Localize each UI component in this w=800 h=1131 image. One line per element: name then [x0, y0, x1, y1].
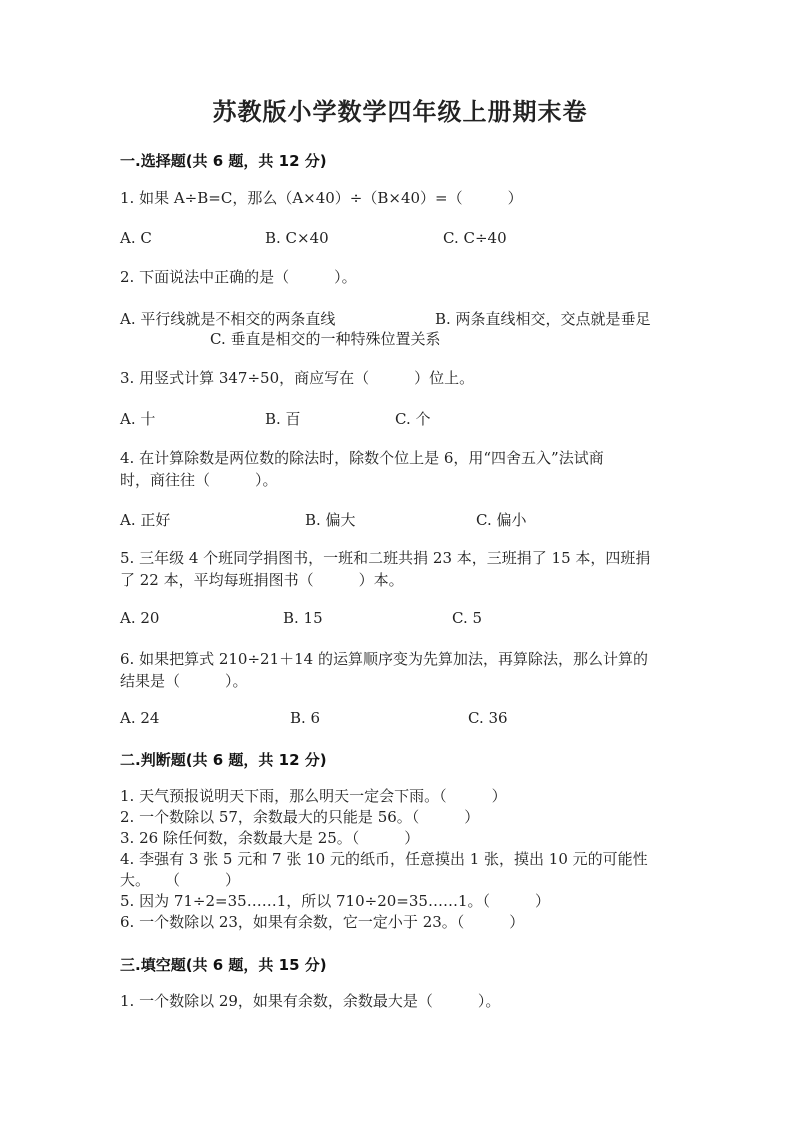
judge-item: 6. 一个数除以 23，如果有余数，它一定小于 23。（ ） — [120, 913, 525, 931]
option-b: B. 两条直线相交，交点就是垂足 — [435, 310, 651, 328]
question-stem: 3. 用竖式计算 347÷50，商应写在（ ）位上。 — [120, 369, 475, 387]
option-b: B. 15 — [283, 609, 323, 627]
option-a: A. 正好 — [120, 511, 171, 529]
option-c: C. 垂直是相交的一种特殊位置关系 — [210, 330, 441, 348]
option-c: C. 偏小 — [476, 511, 527, 529]
option-c: C. 5 — [452, 609, 483, 627]
judge-item: 1. 天气预报说明天下雨，那么明天一定会下雨。（ ） — [120, 787, 507, 805]
section-heading-choice: 一.选择题(共 6 题，共 12 分) — [120, 152, 327, 170]
judge-item-cont: 大。 （ ） — [120, 871, 241, 889]
option-a: A. 十 — [120, 410, 156, 428]
option-b: B. C×40 — [265, 229, 329, 247]
judge-item: 2. 一个数除以 57，余数最大的只能是 56。（ ） — [120, 808, 480, 826]
page-title: 苏教版小学数学四年级上册期末卷 — [212, 97, 588, 126]
option-a: A. 平行线就是不相交的两条直线 — [120, 310, 336, 328]
option-b: B. 6 — [290, 709, 321, 727]
question-stem-cont: 时，商往往（ ）。 — [120, 471, 278, 489]
section-heading-judge: 二.判断题(共 6 题，共 12 分) — [120, 751, 327, 769]
section-heading-fill: 三.填空题(共 6 题，共 15 分) — [120, 956, 327, 974]
fill-item: 1. 一个数除以 29，如果有余数，余数最大是（ ）。 — [120, 992, 501, 1010]
judge-item: 4. 李强有 3 张 5 元和 7 张 10 元的纸币，任意摸出 1 张，摸出 10 元的可能性 — [120, 850, 648, 868]
question-stem: 1. 如果 A÷B=C，那么（A×40）÷（B×40）=（ ） — [120, 189, 523, 207]
question-stem-cont: 结果是（ ）。 — [120, 672, 248, 690]
question-stem-cont: 了 22 本，平均每班捐图书（ ）本。 — [120, 571, 404, 589]
question-stem: 2. 下面说法中正确的是（ ）。 — [120, 268, 357, 286]
option-c: C. 个 — [395, 410, 431, 428]
option-c: C. 36 — [468, 709, 508, 727]
option-a: A. 20 — [120, 609, 160, 627]
option-b: B. 偏大 — [305, 511, 356, 529]
judge-item: 3. 26 除任何数，余数最大是 25。（ ） — [120, 829, 420, 847]
option-c: C. C÷40 — [443, 229, 507, 247]
option-a: A. C — [120, 229, 152, 247]
question-stem: 6. 如果把算式 210÷21＋14 的运算顺序变为先算加法，再算除法，那么计算的 — [120, 650, 648, 668]
option-a: A. 24 — [120, 709, 160, 727]
option-b: B. 百 — [265, 410, 301, 428]
question-stem: 4. 在计算除数是两位数的除法时，除数个位上是 6，用“四舍五入”法试商 — [120, 449, 604, 467]
judge-item: 5. 因为 71÷2=35……1，所以 710÷20=35……1。（ ） — [120, 892, 550, 910]
question-stem: 5. 三年级 4 个班同学捐图书，一班和二班共捐 23 本，三班捐了 15 本，四班捐 — [120, 549, 651, 567]
